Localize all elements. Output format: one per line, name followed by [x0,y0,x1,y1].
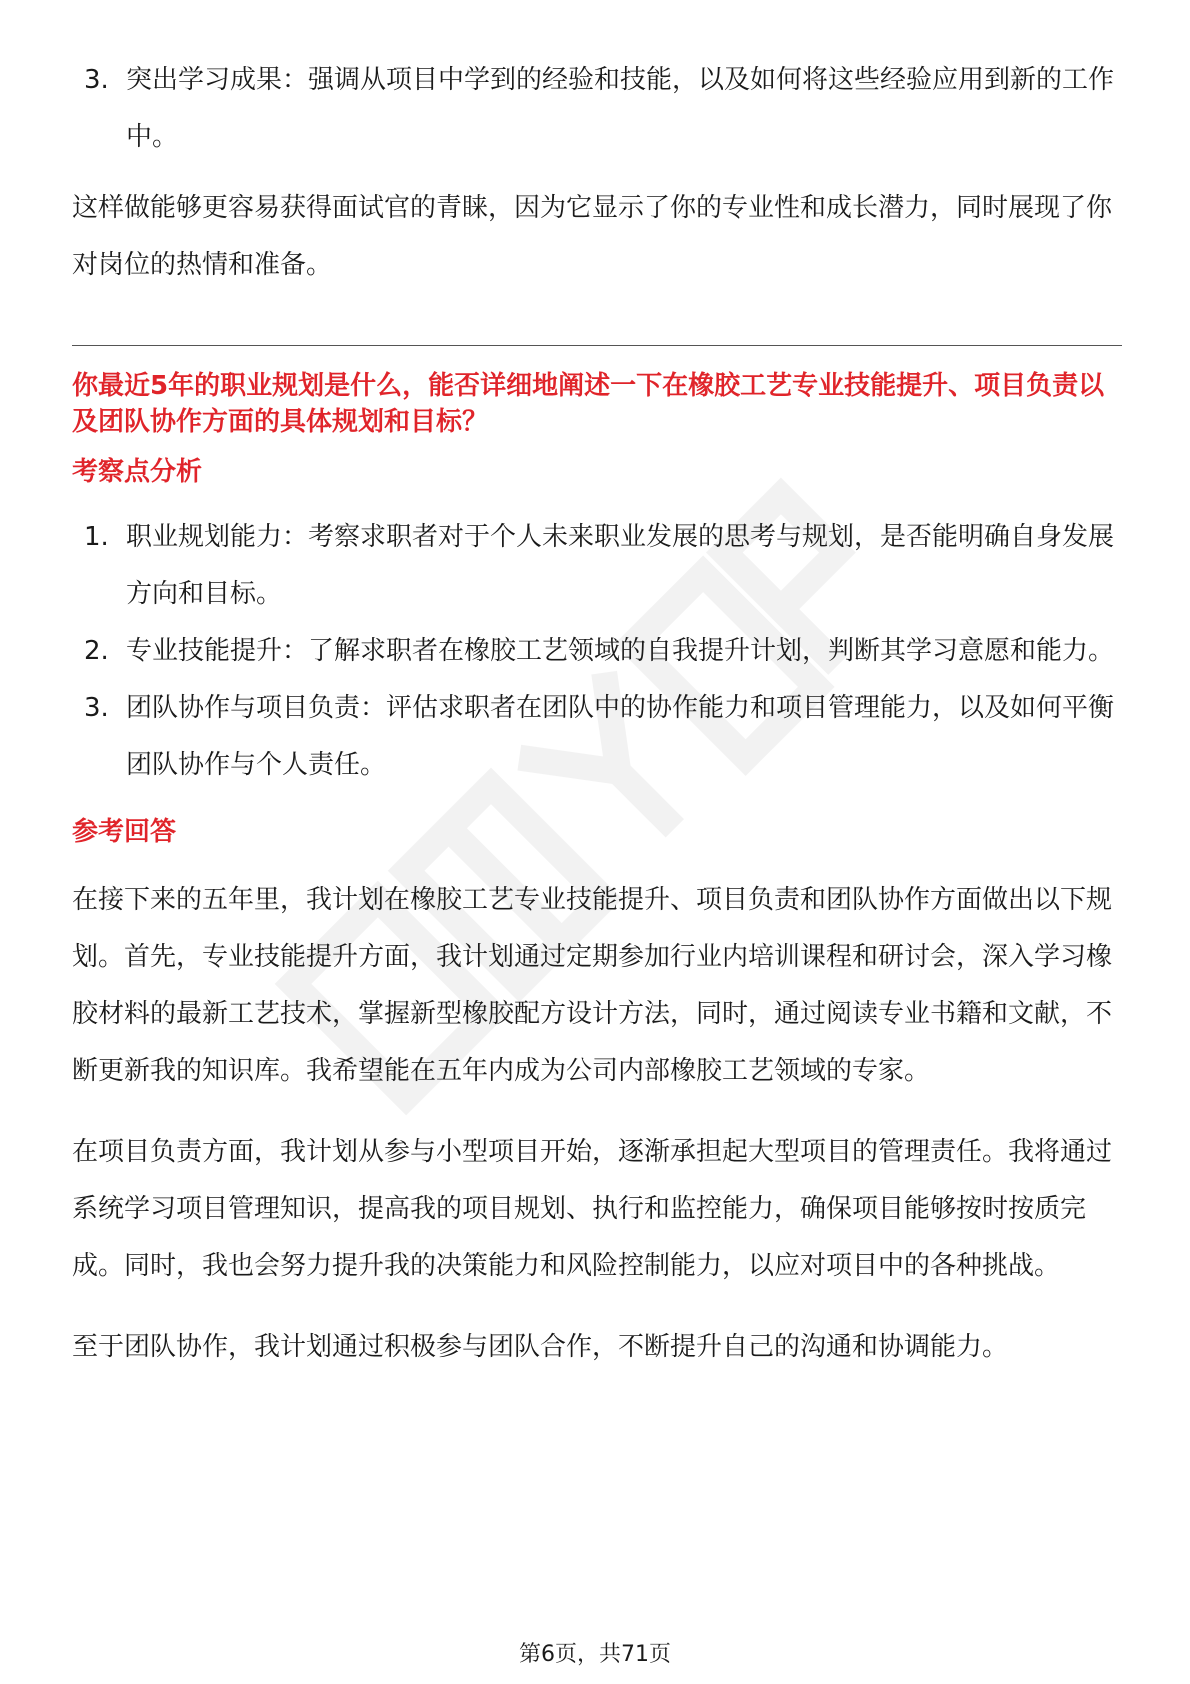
answer-paragraph: 在接下来的五年里，我计划在橡胶工艺专业技能提升、项目负责和团队协作方面做出以下规划。首先，专业技能提升方面，我计划通过定期参加行业内培训课程和研讨会，深入学习橡胶材料的最新工艺技术，掌握新型橡胶配方设计方法，同时，通过阅读专业书籍和文献，不断更新我的知识库。我希望能在五年内成为公司内部橡胶工艺领域的专家。 [72,885,1113,1086]
list-number: 1. [84,522,109,552]
list-number: 3. [84,65,109,95]
list-item [72,623,1122,680]
answer-paragraph: 至于团队协作，我计划通过积极参与团队合作，不断提升自己的沟通和协调能力。 [72,1332,1009,1362]
list-text: 团队协作与项目负责：评估求职者在团队中的协作能力和项目管理能力，以及如何平衡团队协作与个人责任。 [126,693,1115,780]
answer-paragraph: 在项目负责方面，我计划从参与小型项目开始，逐渐承担起大型项目的管理责任。我将通过系统学习项目管理知识，提高我的项目规划、执行和监控能力，确保项目能够按时按质完成。同时，我也会努力提升我的决策能力和风险控制能力，以应对项目中的各种挑战。 [72,1137,1113,1281]
list-item [72,52,1122,166]
intro-paragraph: 这样做能够更容易获得面试官的青睐，因为它显示了你的专业性和成长潜力，同时展现了你对岗位的热情和准备。 [72,193,1113,280]
question-heading: 你最近5年的职业规划是什么，能否详细地阐述一下在橡胶工艺专业技能提升、项目负责以及团队协作方面的具体规划和目标？ [72,371,1105,437]
page-number-footer: 第6页，共71页 [519,1642,671,1667]
answer-heading: 参考回答 [72,817,177,847]
analysis-list [72,509,1122,794]
content-column [72,52,1122,1376]
list-text: 专业技能提升：了解求职者在橡胶工艺领域的自我提升计划，判断其学习意愿和能力。 [126,636,1115,666]
list-text: 职业规划能力：考察求职者对于个人未来职业发展的思考与规划，是否能明确自身发展方向和目标。 [126,522,1115,609]
list-text: 突出学习成果：强调从项目中学到的经验和技能，以及如何将这些经验应用到新的工作中。 [126,65,1115,152]
list-item [72,509,1122,623]
analysis-heading: 考察点分析 [72,457,203,487]
top-numbered-list [72,52,1122,166]
list-number: 3. [84,693,109,723]
section-divider [72,345,1122,346]
list-number: 2. [84,636,109,666]
list-item [72,680,1122,794]
